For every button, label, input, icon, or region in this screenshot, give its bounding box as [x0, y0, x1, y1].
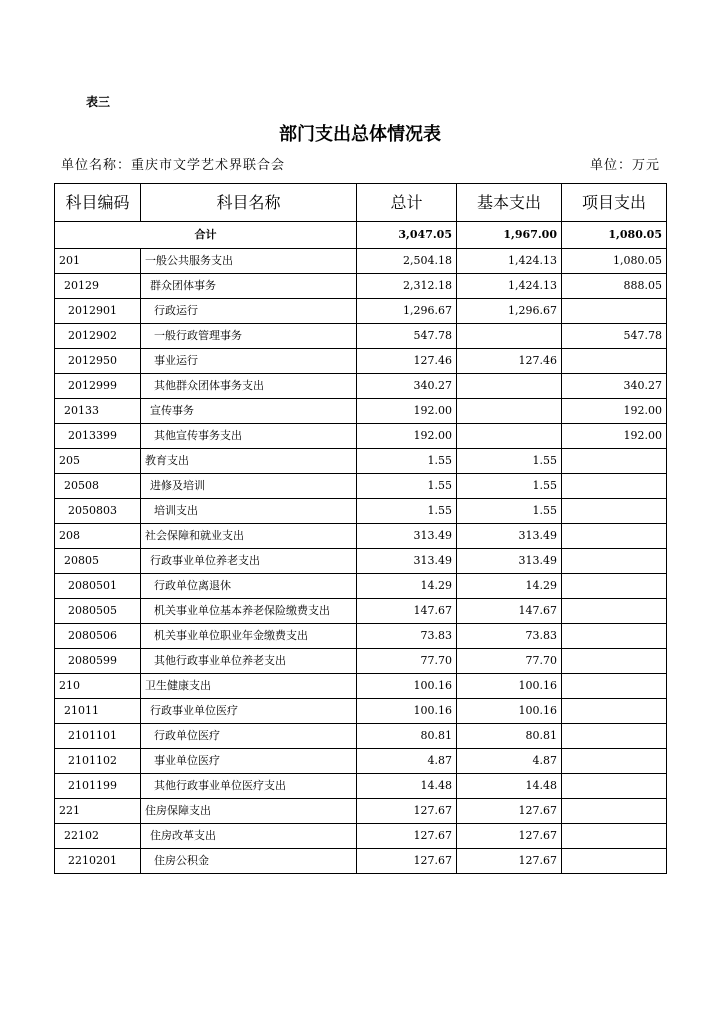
cell-code: 22102	[55, 824, 141, 849]
cell-name: 机关事业单位职业年金缴费支出	[141, 624, 357, 649]
cell-basic: 80.81	[457, 724, 562, 749]
cell-code: 221	[55, 799, 141, 824]
table-row	[55, 374, 667, 399]
cell-name: 行政事业单位医疗	[141, 699, 357, 724]
cell-total: 313.49	[357, 549, 457, 574]
cell-basic: 100.16	[457, 699, 562, 724]
cell-basic	[457, 374, 562, 399]
cell-total: 100.16	[357, 674, 457, 699]
cell-code: 205	[55, 449, 141, 474]
cell-code: 2210201	[55, 849, 141, 874]
table-row	[55, 449, 667, 474]
cell-basic	[457, 424, 562, 449]
cell-project	[562, 299, 667, 324]
cell-total: 100.16	[357, 699, 457, 724]
cell-basic: 14.48	[457, 774, 562, 799]
cell-name: 行政运行	[141, 299, 357, 324]
cell-name: 事业运行	[141, 349, 357, 374]
cell-project	[562, 649, 667, 674]
cell-code: 2080506	[55, 624, 141, 649]
cell-name: 社会保障和就业支出	[141, 524, 357, 549]
header-total: 总计	[357, 184, 457, 222]
table-row	[55, 549, 667, 574]
cell-basic: 1.55	[457, 474, 562, 499]
cell-code: 2013399	[55, 424, 141, 449]
header-project: 项目支出	[562, 184, 667, 222]
cell-total: 73.83	[357, 624, 457, 649]
cell-basic: 1,424.13	[457, 249, 562, 274]
table-row	[55, 574, 667, 599]
cell-name: 培训支出	[141, 499, 357, 524]
cell-project: 192.00	[562, 424, 667, 449]
total-basic: 1,967.00	[457, 222, 562, 249]
table-row	[55, 474, 667, 499]
currency-unit: 单位：万元	[589, 158, 660, 173]
cell-total: 14.29	[357, 574, 457, 599]
cell-project	[562, 349, 667, 374]
cell-name: 住房公积金	[141, 849, 357, 874]
cell-total: 547.78	[357, 324, 457, 349]
cell-total: 127.67	[357, 849, 457, 874]
table-row	[55, 399, 667, 424]
table-row	[55, 424, 667, 449]
cell-name: 进修及培训	[141, 474, 357, 499]
cell-project	[562, 449, 667, 474]
cell-basic: 77.70	[457, 649, 562, 674]
cell-code: 2012950	[55, 349, 141, 374]
cell-project: 1,080.05	[562, 249, 667, 274]
cell-name: 住房改革支出	[141, 824, 357, 849]
cell-total: 192.00	[357, 399, 457, 424]
cell-total: 127.67	[357, 824, 457, 849]
cell-code: 20133	[55, 399, 141, 424]
cell-basic: 14.29	[457, 574, 562, 599]
cell-basic: 1.55	[457, 449, 562, 474]
cell-basic: 73.83	[457, 624, 562, 649]
cell-project	[562, 799, 667, 824]
cell-project	[562, 699, 667, 724]
cell-basic: 4.87	[457, 749, 562, 774]
cell-total: 2,504.18	[357, 249, 457, 274]
cell-code: 2012901	[55, 299, 141, 324]
header-name: 科目名称	[141, 184, 357, 222]
table-row	[55, 249, 667, 274]
cell-basic: 147.67	[457, 599, 562, 624]
cell-project: 340.27	[562, 374, 667, 399]
cell-basic	[457, 324, 562, 349]
cell-code: 2080501	[55, 574, 141, 599]
total-sum: 3,047.05	[357, 222, 457, 249]
cell-code: 208	[55, 524, 141, 549]
table-row	[55, 799, 667, 824]
cell-total: 1,296.67	[357, 299, 457, 324]
cell-name: 行政单位医疗	[141, 724, 357, 749]
cell-total: 4.87	[357, 749, 457, 774]
cell-name: 教育支出	[141, 449, 357, 474]
cell-total: 80.81	[357, 724, 457, 749]
cell-code: 20129	[55, 274, 141, 299]
table-row	[55, 749, 667, 774]
cell-project	[562, 524, 667, 549]
total-row	[55, 222, 667, 249]
cell-total: 1.55	[357, 474, 457, 499]
cell-total: 2,312.18	[357, 274, 457, 299]
cell-total: 77.70	[357, 649, 457, 674]
cell-project	[562, 574, 667, 599]
cell-total: 313.49	[357, 524, 457, 549]
table-row	[55, 699, 667, 724]
cell-basic: 1.55	[457, 499, 562, 524]
cell-code: 2050803	[55, 499, 141, 524]
cell-basic: 100.16	[457, 674, 562, 699]
cell-code: 210	[55, 674, 141, 699]
cell-name: 宣传事务	[141, 399, 357, 424]
cell-project	[562, 824, 667, 849]
table-row	[55, 299, 667, 324]
unit-name: 单位名称：重庆市文学艺术界联合会	[61, 158, 286, 173]
total-label: 合计	[55, 222, 357, 249]
cell-name: 其他群众团体事务支出	[141, 374, 357, 399]
cell-total: 192.00	[357, 424, 457, 449]
header-code: 科目编码	[55, 184, 141, 222]
cell-code: 2012902	[55, 324, 141, 349]
table-row	[55, 499, 667, 524]
cell-name: 住房保障支出	[141, 799, 357, 824]
cell-code: 2101102	[55, 749, 141, 774]
cell-basic: 127.67	[457, 849, 562, 874]
cell-project	[562, 849, 667, 874]
cell-name: 行政单位离退休	[141, 574, 357, 599]
total-project: 1,080.05	[562, 222, 667, 249]
cell-name: 一般公共服务支出	[141, 249, 357, 274]
cell-project	[562, 599, 667, 624]
cell-code: 2101101	[55, 724, 141, 749]
cell-code: 20805	[55, 549, 141, 574]
table-row	[55, 599, 667, 624]
cell-basic: 127.67	[457, 824, 562, 849]
cell-code: 201	[55, 249, 141, 274]
cell-name: 其他宣传事务支出	[141, 424, 357, 449]
cell-code: 2101199	[55, 774, 141, 799]
cell-project	[562, 749, 667, 774]
cell-project	[562, 674, 667, 699]
cell-name: 机关事业单位基本养老保险缴费支出	[141, 599, 357, 624]
cell-basic: 127.46	[457, 349, 562, 374]
page-title: 部门支出总体情况表	[279, 124, 441, 145]
cell-basic: 1,424.13	[457, 274, 562, 299]
table-row	[55, 349, 667, 374]
table-row	[55, 849, 667, 874]
cell-total: 1.55	[357, 499, 457, 524]
cell-name: 事业单位医疗	[141, 749, 357, 774]
cell-name: 一般行政管理事务	[141, 324, 357, 349]
table-row	[55, 649, 667, 674]
table-row	[55, 724, 667, 749]
cell-project	[562, 474, 667, 499]
header-row	[55, 184, 667, 222]
cell-total: 1.55	[357, 449, 457, 474]
table-row	[55, 824, 667, 849]
cell-total: 340.27	[357, 374, 457, 399]
cell-code: 2012999	[55, 374, 141, 399]
cell-code: 21011	[55, 699, 141, 724]
table-row	[55, 524, 667, 549]
cell-project	[562, 774, 667, 799]
cell-code: 2080599	[55, 649, 141, 674]
cell-total: 127.67	[357, 799, 457, 824]
cell-code: 20508	[55, 474, 141, 499]
cell-project	[562, 499, 667, 524]
cell-project: 192.00	[562, 399, 667, 424]
cell-basic: 313.49	[457, 524, 562, 549]
cell-basic: 313.49	[457, 549, 562, 574]
cell-basic: 127.67	[457, 799, 562, 824]
cell-total: 147.67	[357, 599, 457, 624]
cell-project	[562, 624, 667, 649]
table-row	[55, 774, 667, 799]
table-label: 表三	[86, 95, 111, 109]
cell-name: 行政事业单位养老支出	[141, 549, 357, 574]
expenditure-table	[54, 183, 667, 874]
cell-name: 卫生健康支出	[141, 674, 357, 699]
header-basic: 基本支出	[457, 184, 562, 222]
cell-name: 其他行政事业单位医疗支出	[141, 774, 357, 799]
table-row	[55, 624, 667, 649]
cell-project	[562, 724, 667, 749]
cell-project: 888.05	[562, 274, 667, 299]
cell-total: 14.48	[357, 774, 457, 799]
cell-total: 127.46	[357, 349, 457, 374]
table-row	[55, 274, 667, 299]
cell-name: 群众团体事务	[141, 274, 357, 299]
cell-project	[562, 549, 667, 574]
cell-project: 547.78	[562, 324, 667, 349]
cell-code: 2080505	[55, 599, 141, 624]
cell-basic: 1,296.67	[457, 299, 562, 324]
cell-name: 其他行政事业单位养老支出	[141, 649, 357, 674]
table-row	[55, 324, 667, 349]
cell-basic	[457, 399, 562, 424]
table-row	[55, 674, 667, 699]
